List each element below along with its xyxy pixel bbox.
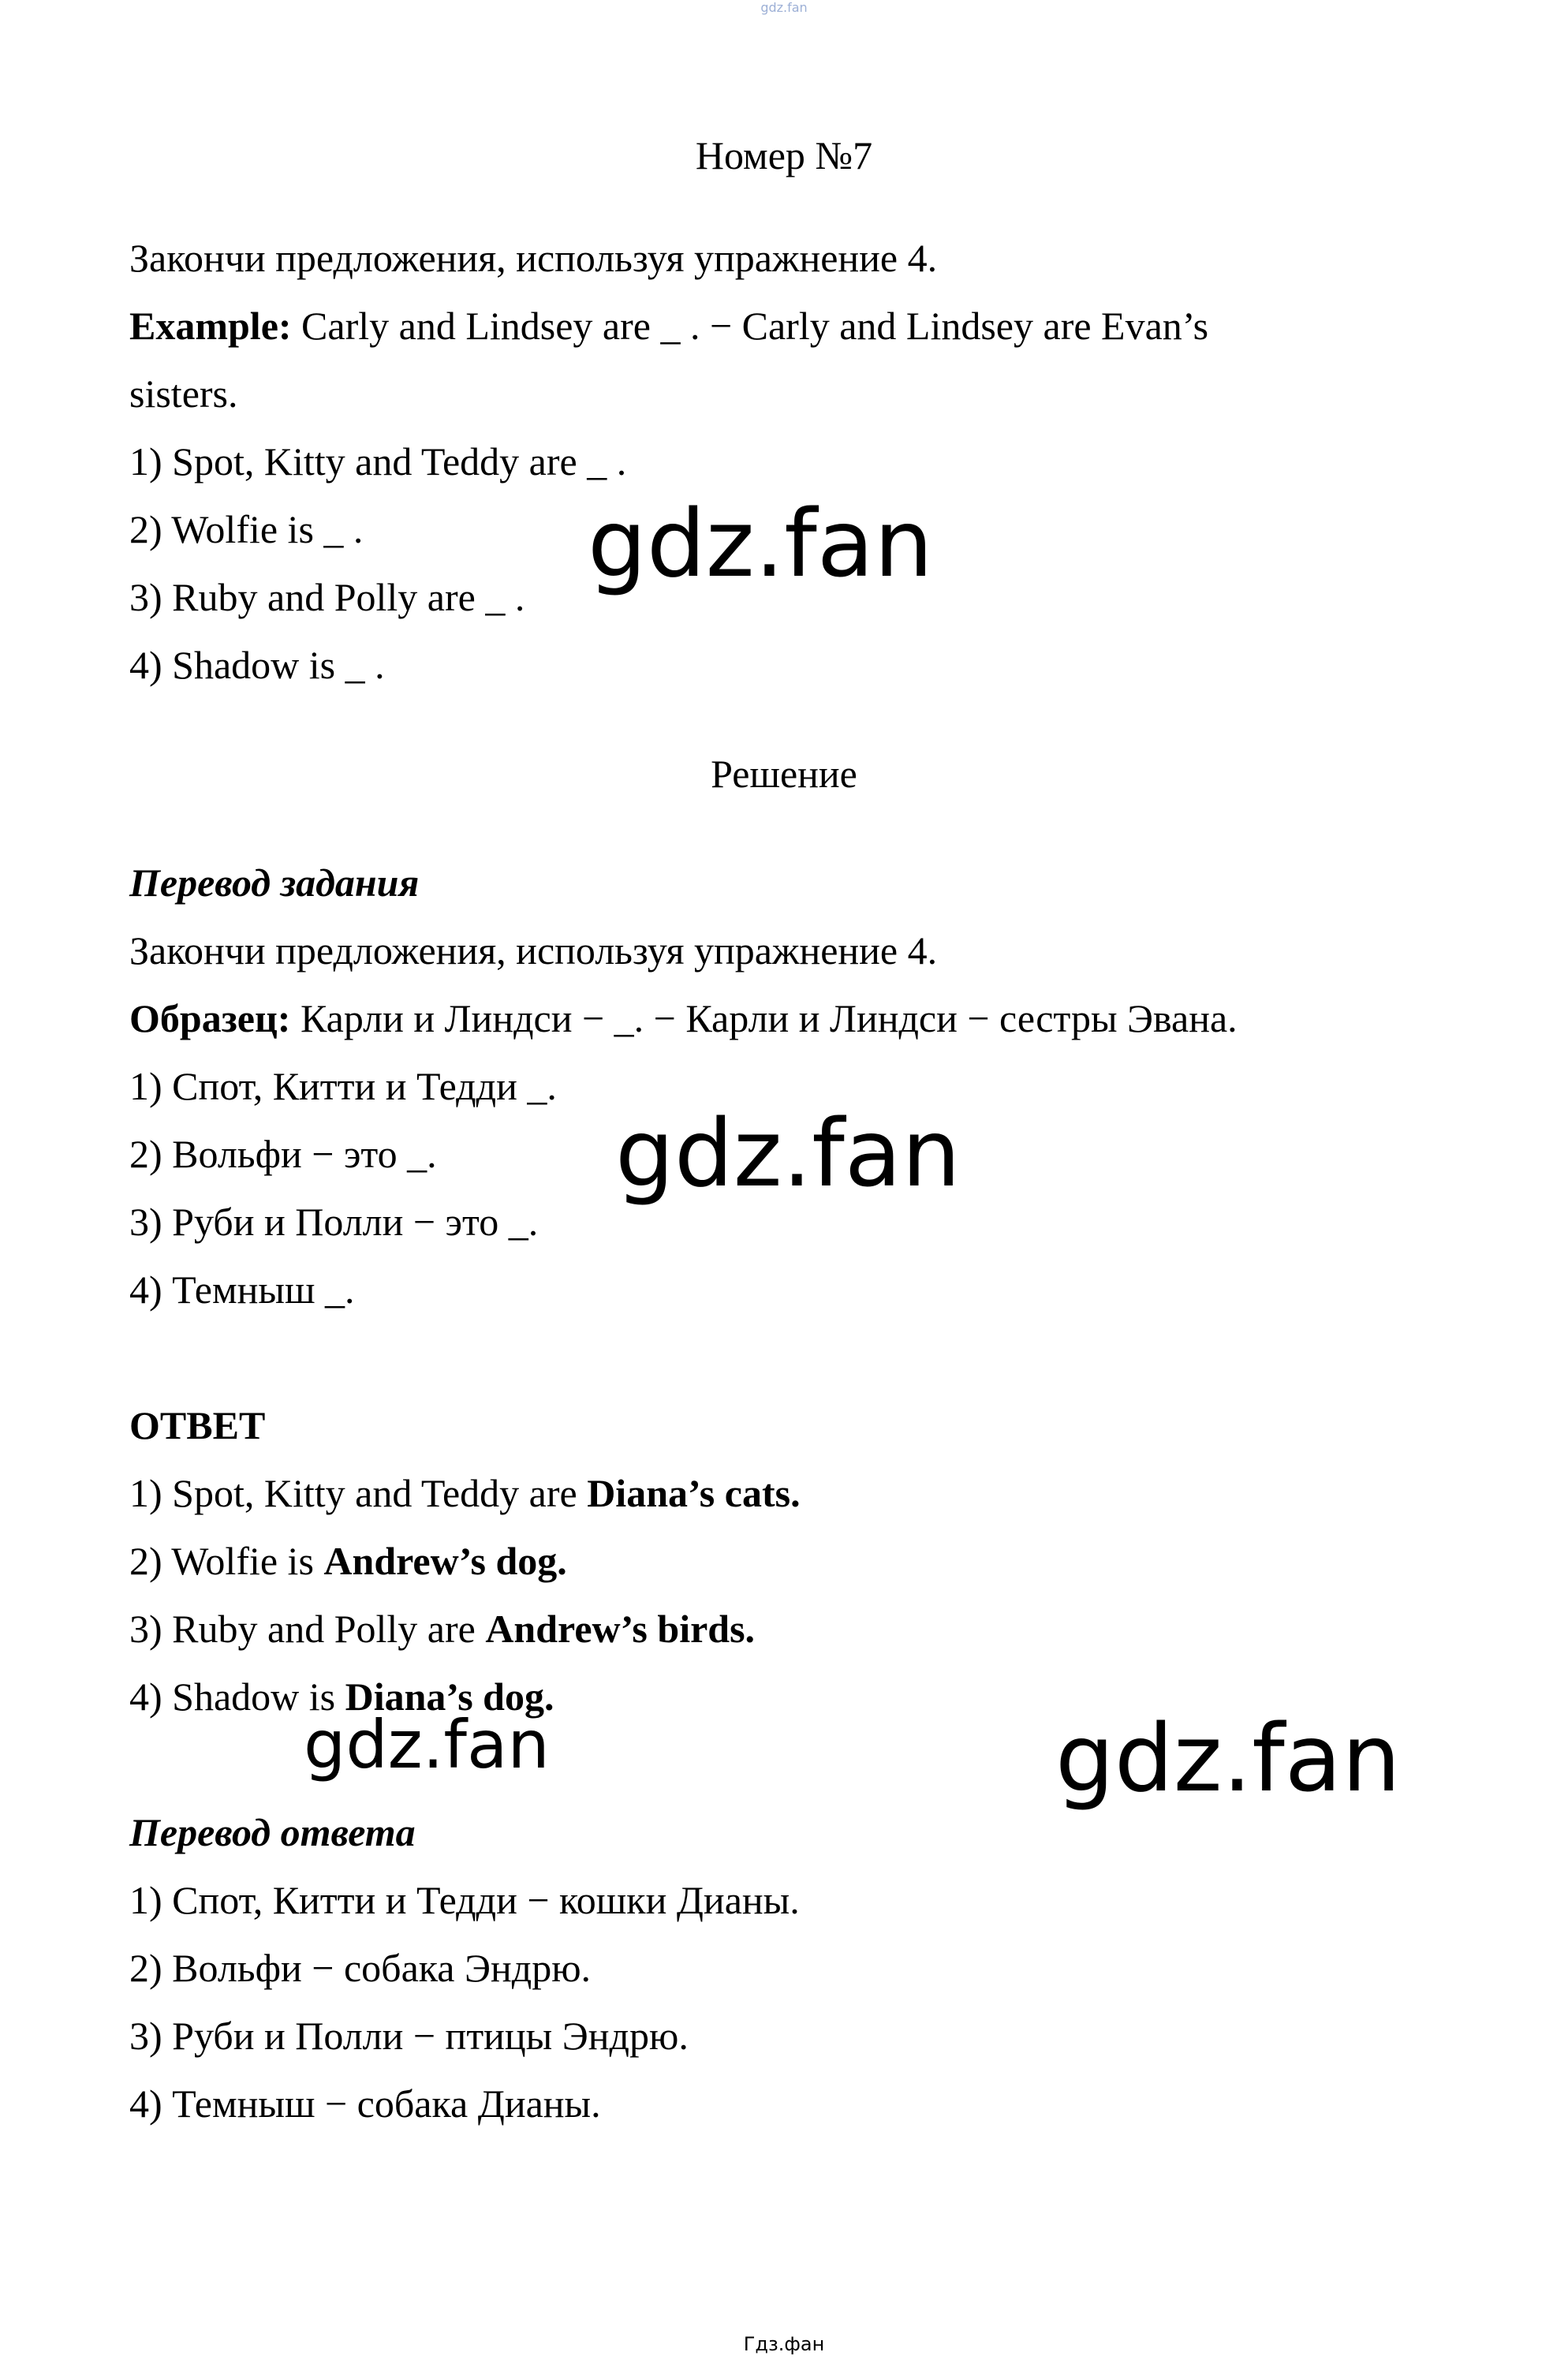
task-example-continuation: sisters. (129, 371, 238, 416)
watermark: gdz.fan (1055, 1704, 1401, 1813)
translation-example (129, 995, 1238, 1042)
answer-prefix: 2) Wolfie is (129, 1539, 324, 1583)
task-item: 4) Shadow is _ . (129, 643, 385, 687)
answer-bold: Andrew’s dog. (323, 1539, 567, 1583)
answer-translation-item: 4) Темныш − собака Дианы. (129, 2081, 601, 2126)
watermark: gdz.fan (588, 489, 933, 598)
watermark: gdz.fan (304, 1706, 550, 1783)
translation-item: 4) Темныш _. (129, 1268, 355, 1312)
translation-item: 2) Вольфи − это _. (129, 1132, 437, 1176)
translation-item: 1) Спот, Китти и Тедди _. (129, 1064, 557, 1108)
answer-item (129, 1605, 755, 1652)
answer-prefix: 1) Spot, Kitty and Teddy are (129, 1471, 588, 1515)
answer-heading (129, 1402, 265, 1449)
translation-example-text: Карли и Линдси − _. − Карли и Линдси − сестры Эвана. (290, 996, 1238, 1040)
task-item: 2) Wolfie is _ . (129, 507, 364, 551)
answer-item (129, 1469, 801, 1517)
answer-bold: Diana’s cats. (587, 1471, 801, 1515)
page-title: Номер №7 (695, 133, 873, 177)
translation-item: 3) Руби и Полли − это _. (129, 1200, 539, 1244)
answer-bold: Andrew’s birds. (485, 1607, 756, 1651)
task-example (129, 302, 1208, 349)
answer-translation-item: 3) Руби и Полли − птицы Эндрю. (129, 2014, 689, 2058)
watermark: gdz.fan (615, 1099, 961, 1208)
answer-prefix: 3) Ruby and Polly are (129, 1607, 486, 1651)
example-text: Carly and Lindsey are _ . − Carly and Lindsey are Evan’s (291, 304, 1209, 348)
answer-translation-item: 2) Вольфи − собака Эндрю. (129, 1946, 592, 1990)
answer-heading-text: ОТВЕТ (129, 1403, 266, 1447)
translation-instruction: Закончи предложения, используя упражнение 4. (129, 928, 938, 973)
task-instruction: Закончи предложения, используя упражнение 4. (129, 236, 938, 280)
example-label: Example: (129, 304, 292, 348)
solution-heading: Решение (711, 752, 857, 796)
footer-text: Гдз.фан (743, 2333, 825, 2355)
answer-translation-item: 1) Спот, Китти и Тедди − кошки Дианы. (129, 1878, 800, 1922)
translation-heading: Перевод задания (129, 861, 420, 905)
translation-example-label: Образец: (129, 996, 291, 1040)
top-watermark: gdz.fan (760, 0, 808, 15)
answer-translation-heading: Перевод ответа (129, 1810, 416, 1854)
task-item: 1) Spot, Kitty and Teddy are _ . (129, 439, 627, 483)
answer-bold: Diana’s dog. (345, 1674, 554, 1719)
task-item: 3) Ruby and Polly are _ . (129, 575, 525, 619)
answer-item (129, 1537, 567, 1585)
answer-prefix: 4) Shadow is (129, 1674, 345, 1719)
